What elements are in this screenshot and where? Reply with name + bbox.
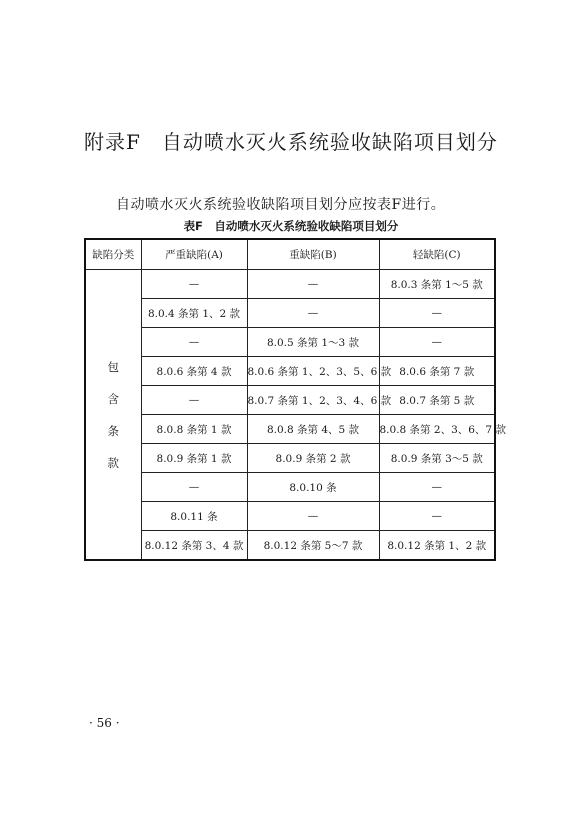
cell-minor: — — [379, 299, 495, 328]
cell-severe: 8.0.4 条第 1、2 款 — [141, 299, 247, 328]
cell-minor: 8.0.6 条第 7 款 — [379, 357, 495, 386]
cell-major: — — [247, 502, 379, 531]
row-group-label — [85, 270, 141, 561]
cell-minor: 8.0.8 条第 2、3、6、7 款 — [379, 415, 495, 444]
table-row — [85, 270, 495, 299]
cell-severe: — — [141, 473, 247, 502]
cell-severe: 8.0.8 条第 1 款 — [141, 415, 247, 444]
header-severe-defect: 严重缺陷(A) — [141, 239, 247, 270]
cell-severe: 8.0.9 条第 1 款 — [141, 444, 247, 473]
cell-severe: 8.0.11 条 — [141, 502, 247, 531]
row-group-char: 条 — [107, 423, 119, 438]
cell-severe: 8.0.6 条第 4 款 — [141, 357, 247, 386]
cell-minor: 8.0.3 条第 1～5 款 — [379, 270, 495, 299]
cell-minor: 8.0.9 条第 3～5 款 — [379, 444, 495, 473]
table-header-row — [85, 239, 495, 270]
cell-severe: 8.0.12 条第 3、4 款 — [141, 531, 247, 561]
header-defect-category: 缺陷分类 — [85, 239, 141, 270]
header-minor-defect: 轻缺陷(C) — [379, 239, 495, 270]
cell-major: 8.0.6 条第 1、2、3、5、6 款 — [247, 357, 379, 386]
cell-major: 8.0.10 条 — [247, 473, 379, 502]
cell-minor: 8.0.7 条第 5 款 — [379, 386, 495, 415]
row-group-char: 含 — [107, 391, 119, 406]
table-row — [85, 531, 495, 561]
cell-major: 8.0.8 条第 4、5 款 — [247, 415, 379, 444]
cell-minor: — — [379, 328, 495, 357]
table-row — [85, 415, 495, 444]
cell-severe: — — [141, 270, 247, 299]
cell-severe: — — [141, 328, 247, 357]
intro-text: 自动喷水灭火系统验收缺陷项目划分应按表F进行。 — [116, 197, 446, 213]
table-row — [85, 502, 495, 531]
appendix-title: 附录F 自动喷水灭火系统验收缺陷项目划分 — [84, 130, 498, 154]
table-row — [85, 444, 495, 473]
table-row — [85, 473, 495, 502]
table-row — [85, 386, 495, 415]
cell-major: 8.0.9 条第 2 款 — [247, 444, 379, 473]
defect-classification-table — [84, 238, 506, 561]
row-group-char: 款 — [107, 455, 119, 470]
cell-major: 8.0.12 条第 5～7 款 — [247, 531, 379, 561]
table-row — [85, 357, 495, 386]
cell-minor: 8.0.12 条第 1、2 款 — [379, 531, 495, 561]
header-major-defect: 重缺陷(B) — [247, 239, 379, 270]
cell-major: 8.0.7 条第 1、2、3、4、6 款 — [247, 386, 379, 415]
table-row — [85, 299, 495, 328]
page-number: · 56 · — [89, 716, 120, 730]
table-caption: 表F 自动喷水灭火系统验收缺陷项目划分 — [183, 219, 399, 233]
cell-severe: — — [141, 386, 247, 415]
row-group-char: 包 — [107, 359, 119, 374]
table-row — [85, 328, 495, 357]
cell-major: — — [247, 270, 379, 299]
cell-major: — — [247, 299, 379, 328]
cell-minor: — — [379, 502, 495, 531]
cell-major: 8.0.5 条第 1～3 款 — [247, 328, 379, 357]
cell-minor: — — [379, 473, 495, 502]
